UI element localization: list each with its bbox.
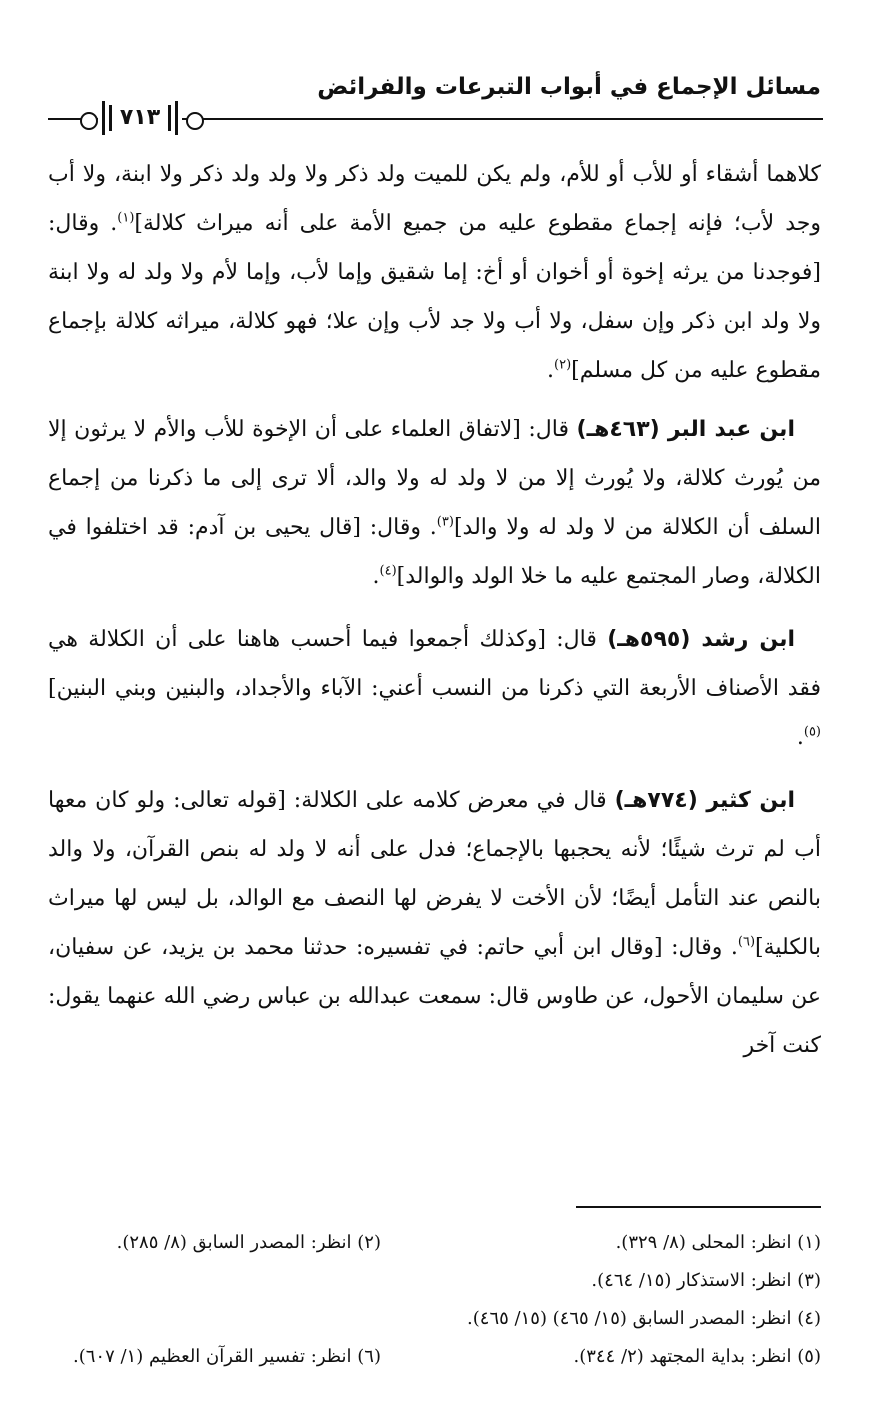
- footnote-ref-4[interactable]: (٤): [379, 563, 397, 579]
- footnote-1: [381, 1224, 821, 1262]
- footnote-text: انظر: المحلى (٨/ ٣٢٩).: [615, 1232, 792, 1253]
- footnote-row: [48, 1262, 821, 1300]
- scholar-name-ibn-abd-al-barr: ابن عبد البر (٤٦٣هـ): [576, 417, 795, 442]
- right-ornament-icon: [186, 112, 204, 130]
- footnote-6: [73, 1338, 381, 1376]
- paragraph-2: [48, 405, 821, 601]
- page-number-frame: [102, 101, 178, 135]
- footnote-ref-2[interactable]: (٢): [554, 357, 572, 373]
- scholar-name-ibn-kathir: ابن كثير (٧٧٤هـ): [614, 788, 795, 813]
- footnote-ref-1[interactable]: (١): [117, 210, 135, 226]
- paragraph-3: [48, 615, 821, 762]
- paragraph-4-text-b: . وقال: [وقال ابن أبي حاتم: في تفسيره: حدثنا محمد بن يزيد، عن سفيان، عن سليمان الأحول، عن طاوس قال: سمعت عبدالله بن عباس رضي الله عنهما يقول: كنت آخر: [48, 935, 821, 1058]
- footnote-number: (٦): [357, 1346, 381, 1367]
- paragraph-1: [48, 150, 821, 395]
- paragraph-3-text-b: .: [796, 725, 804, 750]
- footnote-row: [48, 1338, 821, 1376]
- footnote-number: (٤): [797, 1308, 821, 1329]
- footnote-text: انظر: تفسير القرآن العظيم (١/ ٦٠٧).: [72, 1346, 352, 1367]
- paragraph-1-text-c: .: [547, 358, 554, 383]
- footnote-row: [48, 1300, 821, 1338]
- footnote-2: [117, 1224, 381, 1262]
- paragraph-4-text-a: قال في معرض كلامه على الكلالة: [قوله تعالى: ولو كان معها أب لم ترث شيئًا؛ لأنه يحجبها بالإجماع؛ فدل على أنه لا ولد له بنص القرآن، ولا والد بالنص عند التأمل أيضًا؛ لأن الأخت لا يفرض لها النصف مع الوالد، بل ليس لها ميراث بالكلية]: [48, 788, 821, 960]
- footnote-ref-6[interactable]: (٦): [737, 934, 756, 950]
- footnote-ref-3[interactable]: (٣): [436, 514, 454, 530]
- footnote-text: انظر: المصدر السابق (٨/ ٢٨٥).: [116, 1232, 352, 1253]
- footnote-5: [381, 1338, 821, 1376]
- footnote-ref-5[interactable]: (٥): [803, 724, 821, 740]
- main-text: [48, 150, 821, 1084]
- page-number-ornament: [98, 96, 182, 140]
- paragraph-1-text-b: . وقال: [فوجدنا من يرثه إخوة أو أخوان أو أخ: إما شقيق وإما لأب، وإما لأم ولا ولد له ولا ابنة ولا ولد ابن ذكر وإن سفل، ولا أب ولا جد لأب وإن علا؛ فهو كلالة، ميراثه كلالة بإجماع مقطوع عليه من كل مسلم]: [48, 211, 821, 383]
- footnote-number: (١): [797, 1232, 821, 1253]
- left-ornament-icon: [80, 112, 98, 130]
- paragraph-2-text-a: قال: [لاتفاق العلماء على أن الإخوة للأب والأم لا يرثون إلا من يُورث كلالة، ولا يُورث إلا من لا ولد له ولا والد، ألا ترى إلى ما ذكرنا من إجماع السلف أن الكلالة من لا ولد له ولا والد]: [48, 417, 821, 540]
- footnotes: [48, 1224, 821, 1376]
- footnote-text: انظر: المصدر السابق (١٥/ ٤٦٥) (١٥/ ٤٦٥).: [467, 1308, 792, 1329]
- paragraph-2-text-c: .: [372, 564, 380, 589]
- footnote-number: (٢): [357, 1232, 381, 1253]
- paragraph-1-text-a: كلاهما أشقاء أو للأب أو للأم، ولم يكن للميت ولد ذكر ولا ولد ولد ذكر ولا ابنة، ولا أب وجد لأب؛ فإنه إجماع مقطوع عليه من جميع الأمة على أنه ميراث كلالة]: [48, 162, 821, 236]
- page-number: ٧١٣: [119, 105, 161, 130]
- footnote-number: (٣): [797, 1270, 821, 1291]
- footnote-3: [591, 1262, 821, 1300]
- footnote-text: انظر: بداية المجتهد (٢/ ٣٤٤).: [573, 1346, 792, 1367]
- footnote-separator: [576, 1206, 821, 1208]
- paragraph-2-text-b: . وقال: [قال يحيى بن آدم: قد اختلفوا في الكلالة، وصار المجتمع عليه ما خلا الولد والوالد]: [48, 515, 821, 589]
- running-header: مسائل الإجماع في أبواب التبرعات والفرائض: [317, 74, 821, 100]
- scholar-name-ibn-rushd: ابن رشد (٥٩٥هـ): [607, 627, 795, 652]
- footnote-number: (٥): [797, 1346, 821, 1367]
- paragraph-3-text-a: قال: [وكذلك أجمعوا فيما أحسب هاهنا على أن الكلالة هي فقد الأصناف الأربعة التي ذكرنا من النسب أعني: الآباء والأجداد، والبنين وبني البنين]: [48, 627, 821, 701]
- paragraph-4: [48, 776, 821, 1070]
- footnote-row: [48, 1224, 821, 1262]
- footnote-4: [467, 1300, 821, 1338]
- footnote-text: انظر: الاستذكار (١٥/ ٤٦٤).: [591, 1270, 792, 1291]
